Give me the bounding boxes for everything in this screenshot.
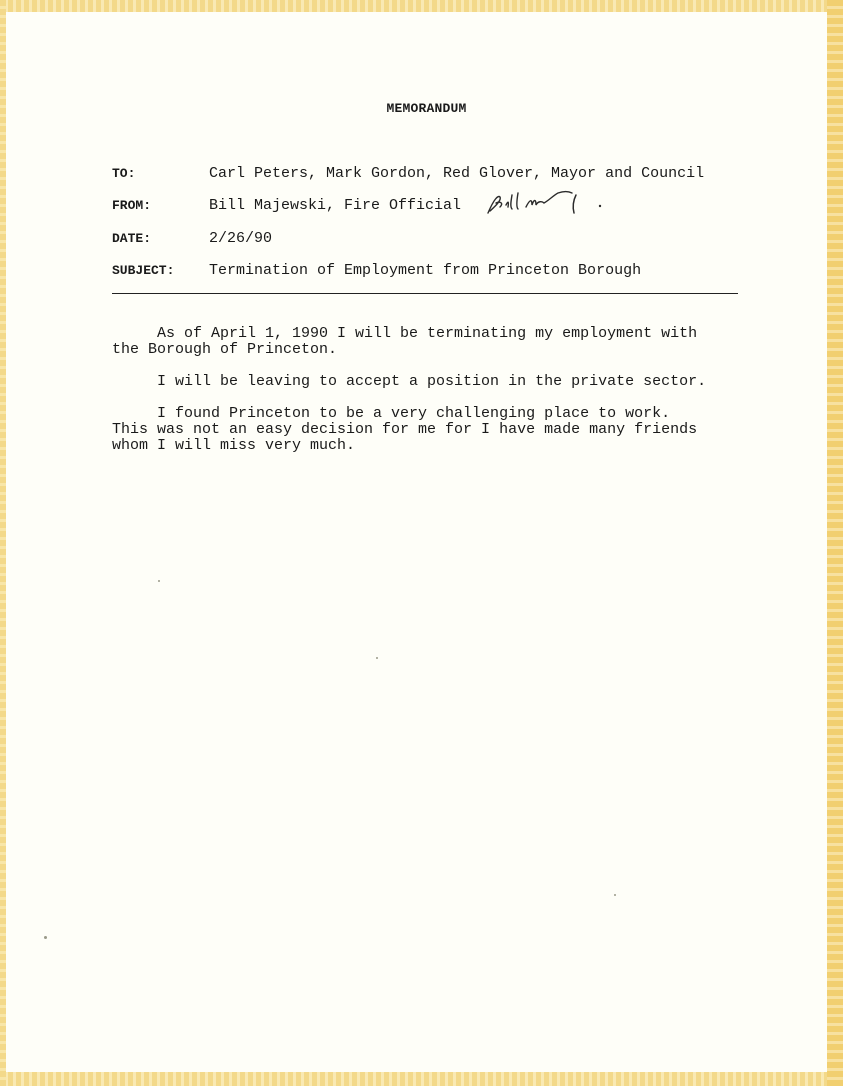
- paragraph-3: [112, 406, 752, 454]
- paragraph-2: [112, 374, 752, 390]
- paragraph-1: [112, 326, 752, 358]
- scan-speck: [44, 936, 47, 939]
- date-row: [112, 230, 272, 250]
- memo-title: MEMORANDUM: [386, 101, 467, 116]
- date-value: 2/26/90: [209, 230, 273, 247]
- paragraph-1-line-1: As of April 1, 1990 I will be terminating my employment with: [112, 325, 698, 342]
- scan-speck: [614, 894, 616, 896]
- paragraph-3-line-2: This was not an easy decision for me for I have made many friends: [112, 421, 698, 438]
- from-row: [112, 197, 461, 217]
- from-label: FROM:: [112, 198, 152, 213]
- from-value: Bill Majewski, Fire Official: [209, 197, 462, 214]
- paragraph-3-line-3: whom I will miss very much.: [112, 437, 356, 454]
- date-label: DATE:: [112, 231, 152, 246]
- perforated-edge-top: [0, 0, 843, 12]
- to-label: TO:: [112, 166, 136, 181]
- paragraph-1-line-2: the Borough of Princeton.: [112, 341, 338, 358]
- perforated-edge-left: [0, 0, 6, 1086]
- subject-value: Termination of Employment from Princeton Borough: [209, 262, 642, 279]
- paragraph-3-line-1: I found Princeton to be a very challenging place to work.: [112, 405, 671, 422]
- scan-speck: [376, 657, 378, 659]
- perforated-edge-bottom: [0, 1072, 843, 1086]
- header-divider: [112, 293, 738, 294]
- to-value: Carl Peters, Mark Gordon, Red Glover, Mayor and Council: [209, 165, 705, 182]
- subject-label: SUBJECT:: [112, 263, 175, 278]
- subject-row: [112, 262, 641, 282]
- perforated-edge-right: [827, 0, 843, 1086]
- to-row: [112, 165, 704, 185]
- paragraph-2-line-1: I will be leaving to accept a position in the private sector.: [112, 373, 707, 390]
- scan-speck: [158, 580, 160, 582]
- signature-icon: [484, 189, 614, 219]
